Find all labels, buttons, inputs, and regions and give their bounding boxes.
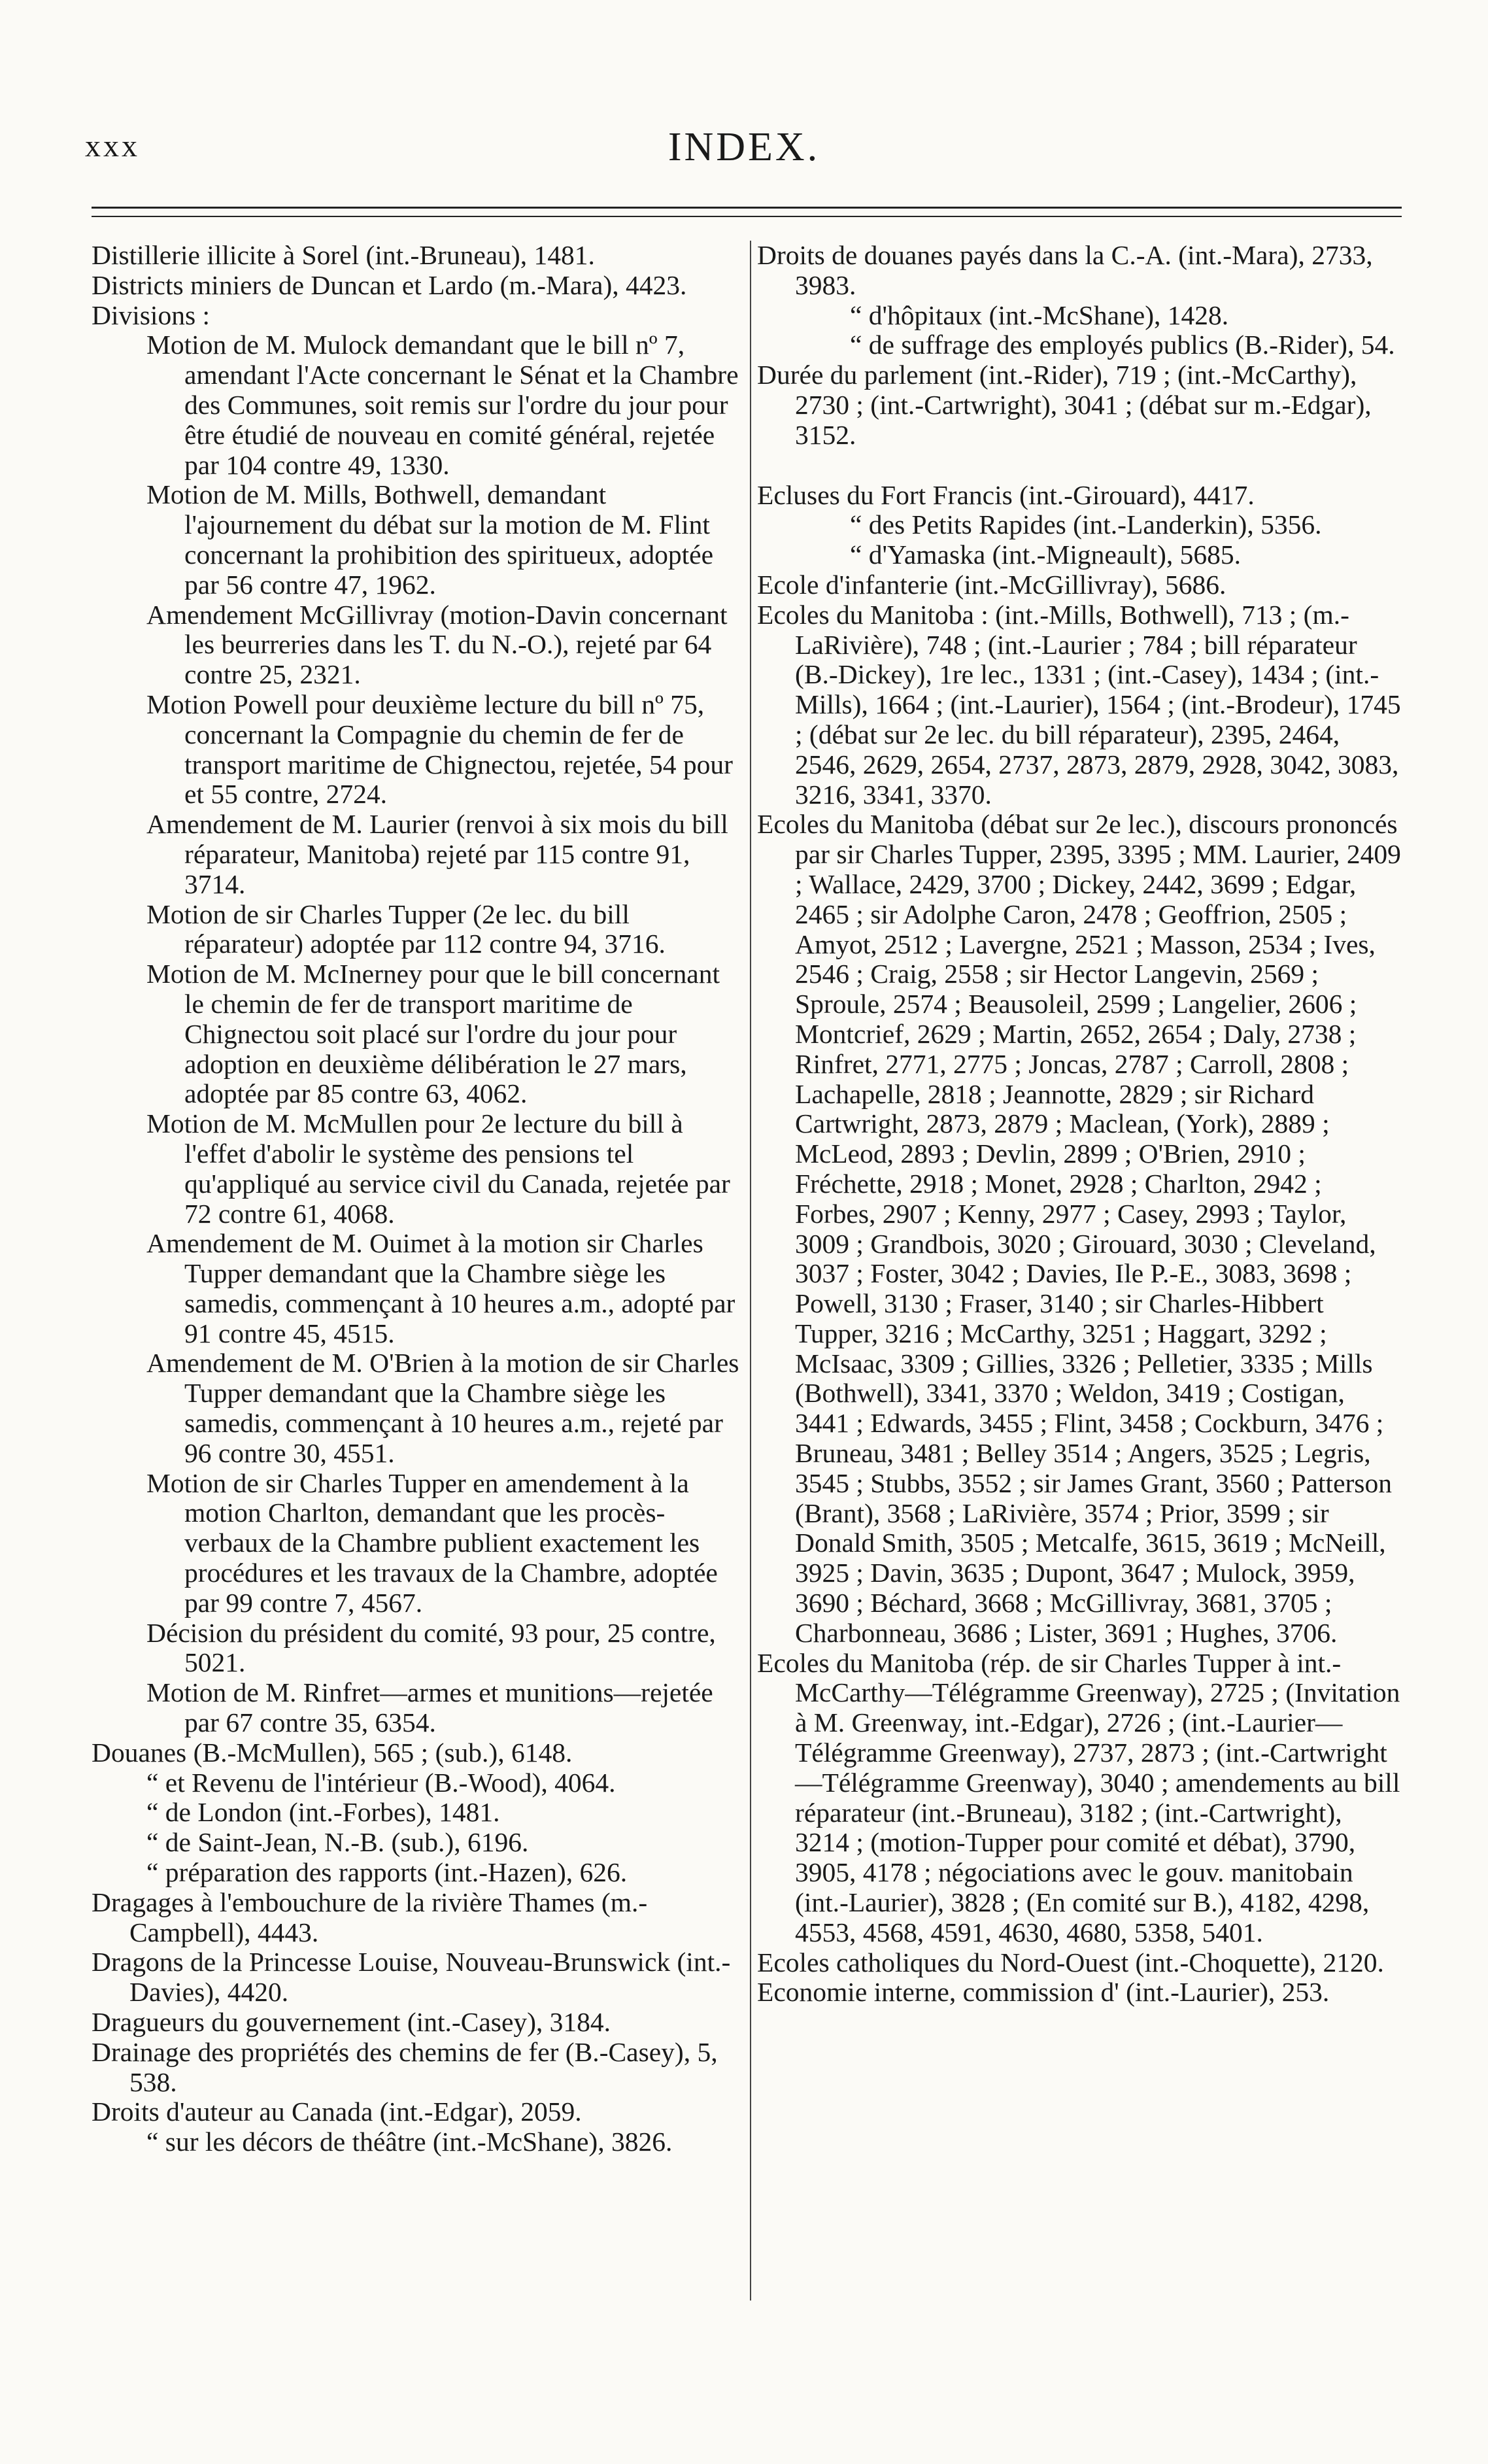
index-entry: Divisions : — [92, 299, 211, 330]
index-entry: Distillerie illicite à Sorel (int.-Bruneau), 1481. — [92, 240, 595, 270]
index-entry: “ de Saint-Jean, N.-B. (sub.), 6196. — [146, 1827, 529, 1858]
index-entry: Motion de sir Charles Tupper (2e lec. du bill réparateur) adoptée par 112 contre 94, 3716. — [146, 898, 666, 959]
index-entry: Ecoles du Manitoba (débat sur 2e lec.), discours prononcés par sir Charles Tupper, 2395, 3395 ; MM. Laurier, 2409 ; Wallace, 2429, 3700 ; Dickey, 2442, 3699 ; Edgar, 2465 ; sir Adolphe Caron, 2478 ; Geoffrion, 2505 ; Amyot, 2512 ; Lavergne, 2521 ; Masson, 2534 ; Ives, 2546 ; Craig, 2558 ; sir Hector Langevin, 2569 ; Sproule, 2574 ; Beausoleil, 2599 ; Langelier, 2606 ; Montcrief, 2629 ; Martin, 2652, 2654 ; Daly, 2738 ; Rinfret, 2771, 2775 ; Joncas, 2787 ; Carroll, 2808 ; Lachapelle, 2818 ; Jeannotte, 2829 ; sir Richard Cartwright, 2873, 2879 ; Maclean, (York), 2889 ; McLeod, 2893 ; Devlin, 2899 ; O'Brien, 2910 ; Fréchette, 2918 ; Monet, 2928 ; Charlton, 2942 ; Forbes, 2907 ; Kenny, 2977 ; Casey, 2993 ; Taylor, 3009 ; Grandbois, 3020 ; Girouard, 3030 ; Cleveland, 3037 ; Foster, 3042 ; Davies, Ile P.-E., 3083, 3698 ; Powell, 3130 ; Fraser, 3140 ; sir Charles-Hibbert Tupper, 3216 ; McCarthy, 3251 ; Haggart, 3292 ; McIsaac, 3309 ; Gillies, 3326 ; Pelletier, 3335 ; Mills (Bothwell), 3341, 3370 ; Weldon, 3419 ; Costigan, 3441 ; Edwards, 3455 ; Flint, 3458 ; Cockburn, 3476 ; Bruneau, 3481 ; Belley 3514 ; Angers, 3525 ; Legris, 3545 ; Stubbs, 3552 ; sir James Grant, 3560 ; Patterson (Brant), 3568 ; LaRivière, 3574 ; Prior, 3599 ; sir Donald Smith, 3505 ; Metcalfe, 3615, 3619 ; McNeill, 3925 ; Davin, 3635 ; Dupont, 3647 ; Mulock, 3959, 3690 ; Béchard, 3668 ; McGillivray, 3681, 3705 ; Charbonneau, 3686 ; Lister, 3691 ; Hughes, 3706. — [757, 809, 1401, 1648]
index-entry: Douanes (B.-McMullen), 565 ; (sub.), 6148. — [92, 1737, 573, 1768]
index-entry: “ des Petits Rapides (int.-Landerkin), 5356. — [850, 509, 1322, 540]
index-entry: “ d'Yamaska (int.-Migneault), 5685. — [850, 539, 1242, 570]
index-entry: Dragages à l'embouchure de la rivière Thames (m.-Campbell), 4443. — [92, 1887, 648, 1947]
index-entry: Motion de M. Mills, Bothwell, demandant l'ajournement du débat sur la motion de M. Flint concernant la prohibition des spiritueux, adoptée par 56 contre 47, 1962. — [146, 479, 714, 600]
index-entry: Dragueurs du gouvernement (int.-Casey), 3184. — [92, 2007, 611, 2038]
index-entry: “ de suffrage des employés publics (B.-Rider), 54. — [850, 330, 1395, 360]
column-divider — [750, 241, 751, 2301]
index-entry: Economie interne, commission d' (int.-Laurier), 253. — [757, 1977, 1330, 2008]
page-number: xxx — [85, 129, 140, 163]
index-entry: Motion de M. McMullen pour 2e lecture du bill à l'effet d'abolir le système des pensions tel qu'appliqué au service civil du Canada, rejetée par 72 contre 61, 4068. — [146, 1108, 730, 1229]
index-entry: Ecoles du Manitoba : (int.-Mills, Bothwell), 713 ; (m.-LaRivière), 748 ; (int.-Laurier ; 784 ; bill réparateur (B.-Dickey), 1re lec., 1331 ; (int.-Casey), 1434 ; (int.-Mills), 1664 ; (int.-Laurier), 1564 ; (int.-Brodeur), 1745 ; (débat sur 2e lec. du bill réparateur), 2395, 2464, 2546, 2629, 2654, 2737, 2873, 2879, 2928, 3042, 3083, 3216, 3341, 3370. — [757, 599, 1401, 810]
index-entry: Amendement de M. Ouimet à la motion sir Charles Tupper demandant que la Chambre siège les samedis, commençant à 10 heures a.m., adopté par 91 contre 45, 4515. — [146, 1228, 736, 1348]
index-entry: “ de London (int.-Forbes), 1481. — [146, 1797, 500, 1828]
index-entry: Durée du parlement (int.-Rider), 719 ; (int.-McCarthy), 2730 ; (int.-Cartwright), 3041 ; (débat sur m.-Edgar), 3152. — [757, 360, 1372, 450]
index-entry: Ecoles catholiques du Nord-Ouest (int.-Choquette), 2120. — [757, 1947, 1384, 1977]
index-entry: Motion de sir Charles Tupper en amendement à la motion Charlton, demandant que les procès-verbaux de la Chambre publient exactement les procédures et les travaux de la Chambre, adoptée par 99 contre 7, 4567. — [146, 1467, 718, 1618]
index-entry: “ préparation des rapports (int.-Hazen), 626. — [146, 1857, 628, 1888]
index-column-left — [92, 241, 745, 2157]
index-entry: Motion Powell pour deuxième lecture du bill nº 75, concernant la Compagnie du chemin de fer de transport maritime de Chignectou, rejetée, 54 pour et 55 contre, 2724. — [146, 689, 733, 810]
index-entry: Droits d'auteur au Canada (int.-Edgar), 2059. — [92, 2096, 582, 2127]
index-entry: Décision du président du comité, 93 pour, 25 contre, 5021. — [146, 1617, 716, 1678]
index-entry: Motion de M. McInerney pour que le bill concernant le chemin de fer de transport maritime de Chignectou soit placé sur l'ordre du jour pour adoption en deuxième délibération le 27 mars, adoptée par 85 contre 63, 4062. — [146, 959, 720, 1109]
index-entry: Motion de M. Mulock demandant que le bill nº 7, amendant l'Acte concernant le Sénat et la Chambre des Communes, soit remis sur l'ordre du jour pour être étudié de nouveau en comité général, rejetée par 104 contre 49, 1330. — [146, 330, 739, 480]
index-entry: “ sur les décors de théâtre (int.-McShane), 3826. — [146, 2127, 673, 2157]
index-entry: Motion de M. Rinfret—armes et munitions—rejetée par 67 contre 35, 6354. — [146, 1677, 713, 1738]
index-entry: “ d'hôpitaux (int.-McShane), 1428. — [850, 299, 1229, 330]
index-entry: Amendement de M. Laurier (renvoi à six mois du bill réparateur, Manitoba) rejeté par 115 contre 91, 3714. — [146, 809, 728, 899]
index-column-right — [757, 241, 1402, 2008]
header-rule-top — [92, 207, 1402, 209]
index-entry: Districts miniers de Duncan et Lardo (m.-Mara), 4423. — [92, 269, 687, 300]
index-entry: Ecluses du Fort Francis (int.-Girouard), 4417. — [757, 479, 1255, 510]
index-entry: “ et Revenu de l'intérieur (B.-Wood), 4064. — [146, 1767, 616, 1798]
index-entry: Dragons de la Princesse Louise, Nouveau-Brunswick (int.-Davies), 4420. — [92, 1947, 731, 2008]
index-entry: Amendement de M. O'Brien à la motion de sir Charles Tupper demandant que la Chambre siège les samedis, commençant à 10 heures a.m., rejeté par 96 contre 30, 4551. — [146, 1348, 739, 1468]
index-entry: Droits de douanes payés dans la C.-A. (int.-Mara), 2733, 3983. — [757, 240, 1373, 300]
index-entry: Ecoles du Manitoba (rép. de sir Charles Tupper à int.-McCarthy—Télégramme Greenway), 2725 ; (Invitation à M. Greenway, int.-Edgar), 2726 ; (int.-Laurier—Télégramme Greenway), 2737, 2873 ; (int.-Cartwright—Télégramme Greenway), 3040 ; amendements au bill réparateur (int.-Bruneau), 3182 ; (int.-Cartwright), 3214 ; (motion-Tupper pour comité et débat), 3790, 3905, 4178 ; négociations avec le gouv. manitobain (int.-Laurier), 3828 ; (En comité sur B.), 4182, 4298, 4553, 4568, 4591, 4630, 4680, 5358, 5401. — [757, 1647, 1400, 1947]
index-entry: Amendement McGillivray (motion-Davin concernant les beurreries dans les T. du N.-O.), rejeté par 64 contre 25, 2321. — [146, 599, 728, 690]
index-entry: Ecole d'infanterie (int.-McGillivray), 5686. — [757, 569, 1226, 600]
header-rule-bottom — [92, 216, 1402, 217]
page-title: INDEX. — [668, 125, 820, 169]
index-entry: Drainage des propriétés des chemins de fer (B.-Casey), 5, 538. — [92, 2036, 718, 2097]
entry-spacer — [757, 451, 1402, 481]
